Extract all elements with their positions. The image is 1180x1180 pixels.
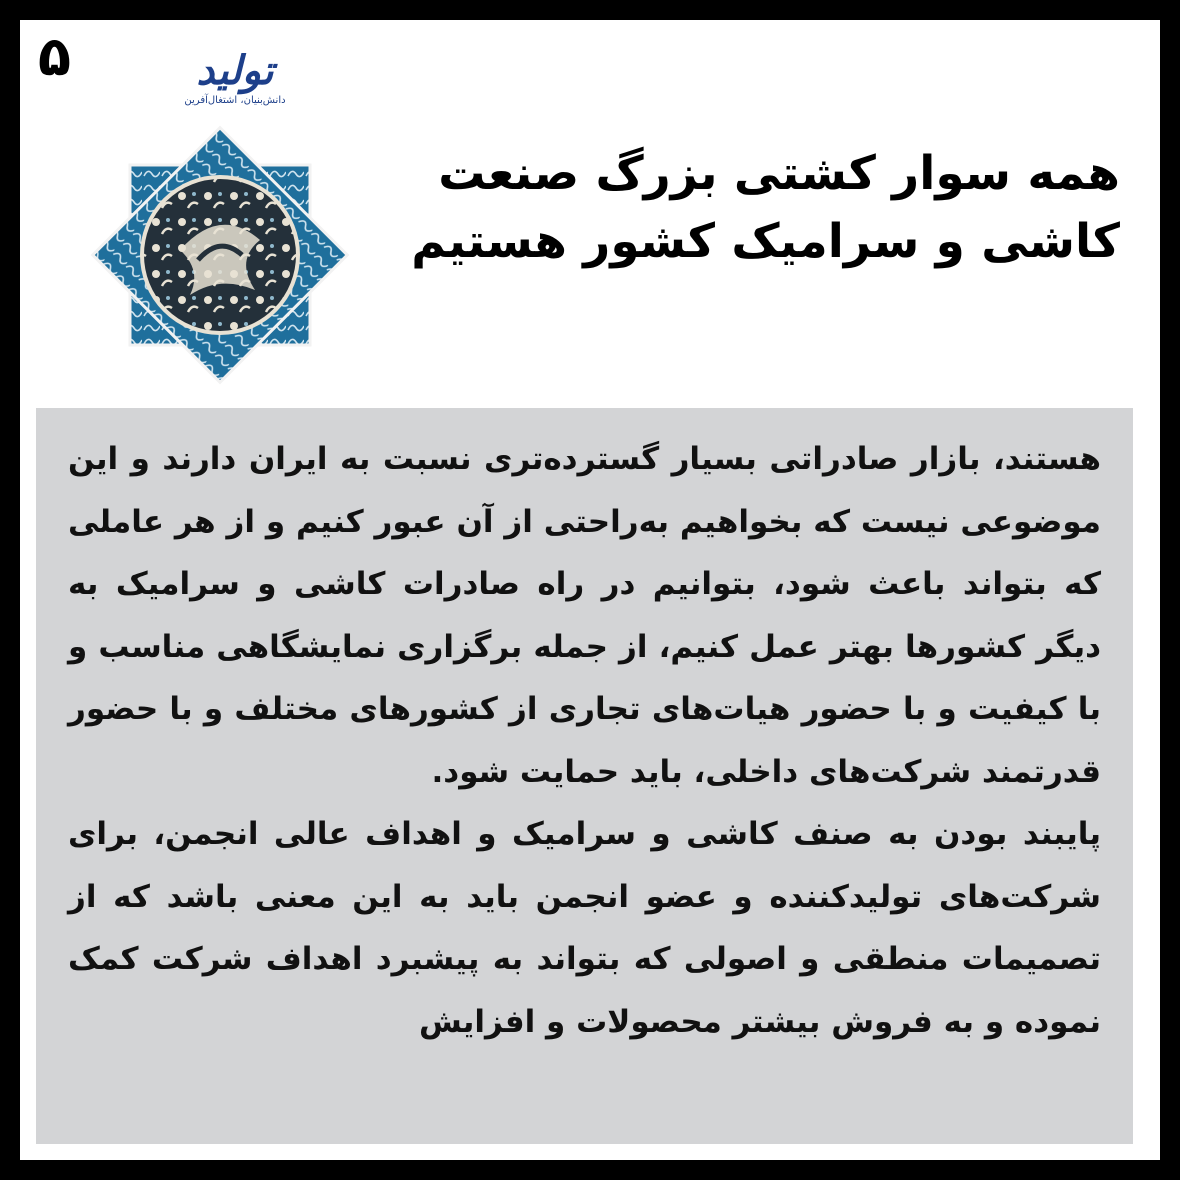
- page-number: ۵: [38, 25, 71, 88]
- star-tile-image: [70, 110, 370, 400]
- article-body: [68, 428, 1101, 1053]
- star-tile-graphic: [70, 110, 370, 400]
- article-title: [360, 140, 1120, 276]
- star-tile-shape: [93, 128, 348, 383]
- article-body-box: [36, 408, 1133, 1144]
- logo-subtitle: دانش‌بنیان، اشتغال‌آفرین: [184, 95, 286, 106]
- body-paragraph-1: هستند، بازار صادراتی بسیار گسترده‌تری نسبت به ایران دارند و این موضوعی نیست که بخواهیم به‌راحتی از آن عبور کنیم و از هر عاملی که بتواند باعث شود، بتوانیم در راه صادرات کاشی و سرامیک به دیگر کشورها بهتر عمل کنیم، از جمله برگزاری نمایشگاهی مناسب و با کیفیت و با حضور هیات‌های تجاری از کشورهای مختلف و با حضور قدرتمند شرکت‌های داخلی، باید حمایت شود.: [68, 441, 1101, 790]
- title-line-2: کاشی و سرامیک کشور هستیم: [411, 214, 1120, 269]
- page: [20, 20, 1160, 1160]
- body-paragraph-2: پایبند بودن به صنف کاشی و سرامیک و اهداف عالی انجمن، برای شرکت‌های تولیدکننده و عضو انجمن باید به این معنی باشد که از تصمیمات منطقی و اصولی که بتواند به پیشبرد اهداف شرکت کمک نموده و به فروش بیشتر محصولات و افزایش: [68, 816, 1101, 1040]
- logo-mark: تولید: [196, 47, 274, 94]
- title-line-1: همه سوار کشتی بزرگ صنعت: [438, 146, 1120, 201]
